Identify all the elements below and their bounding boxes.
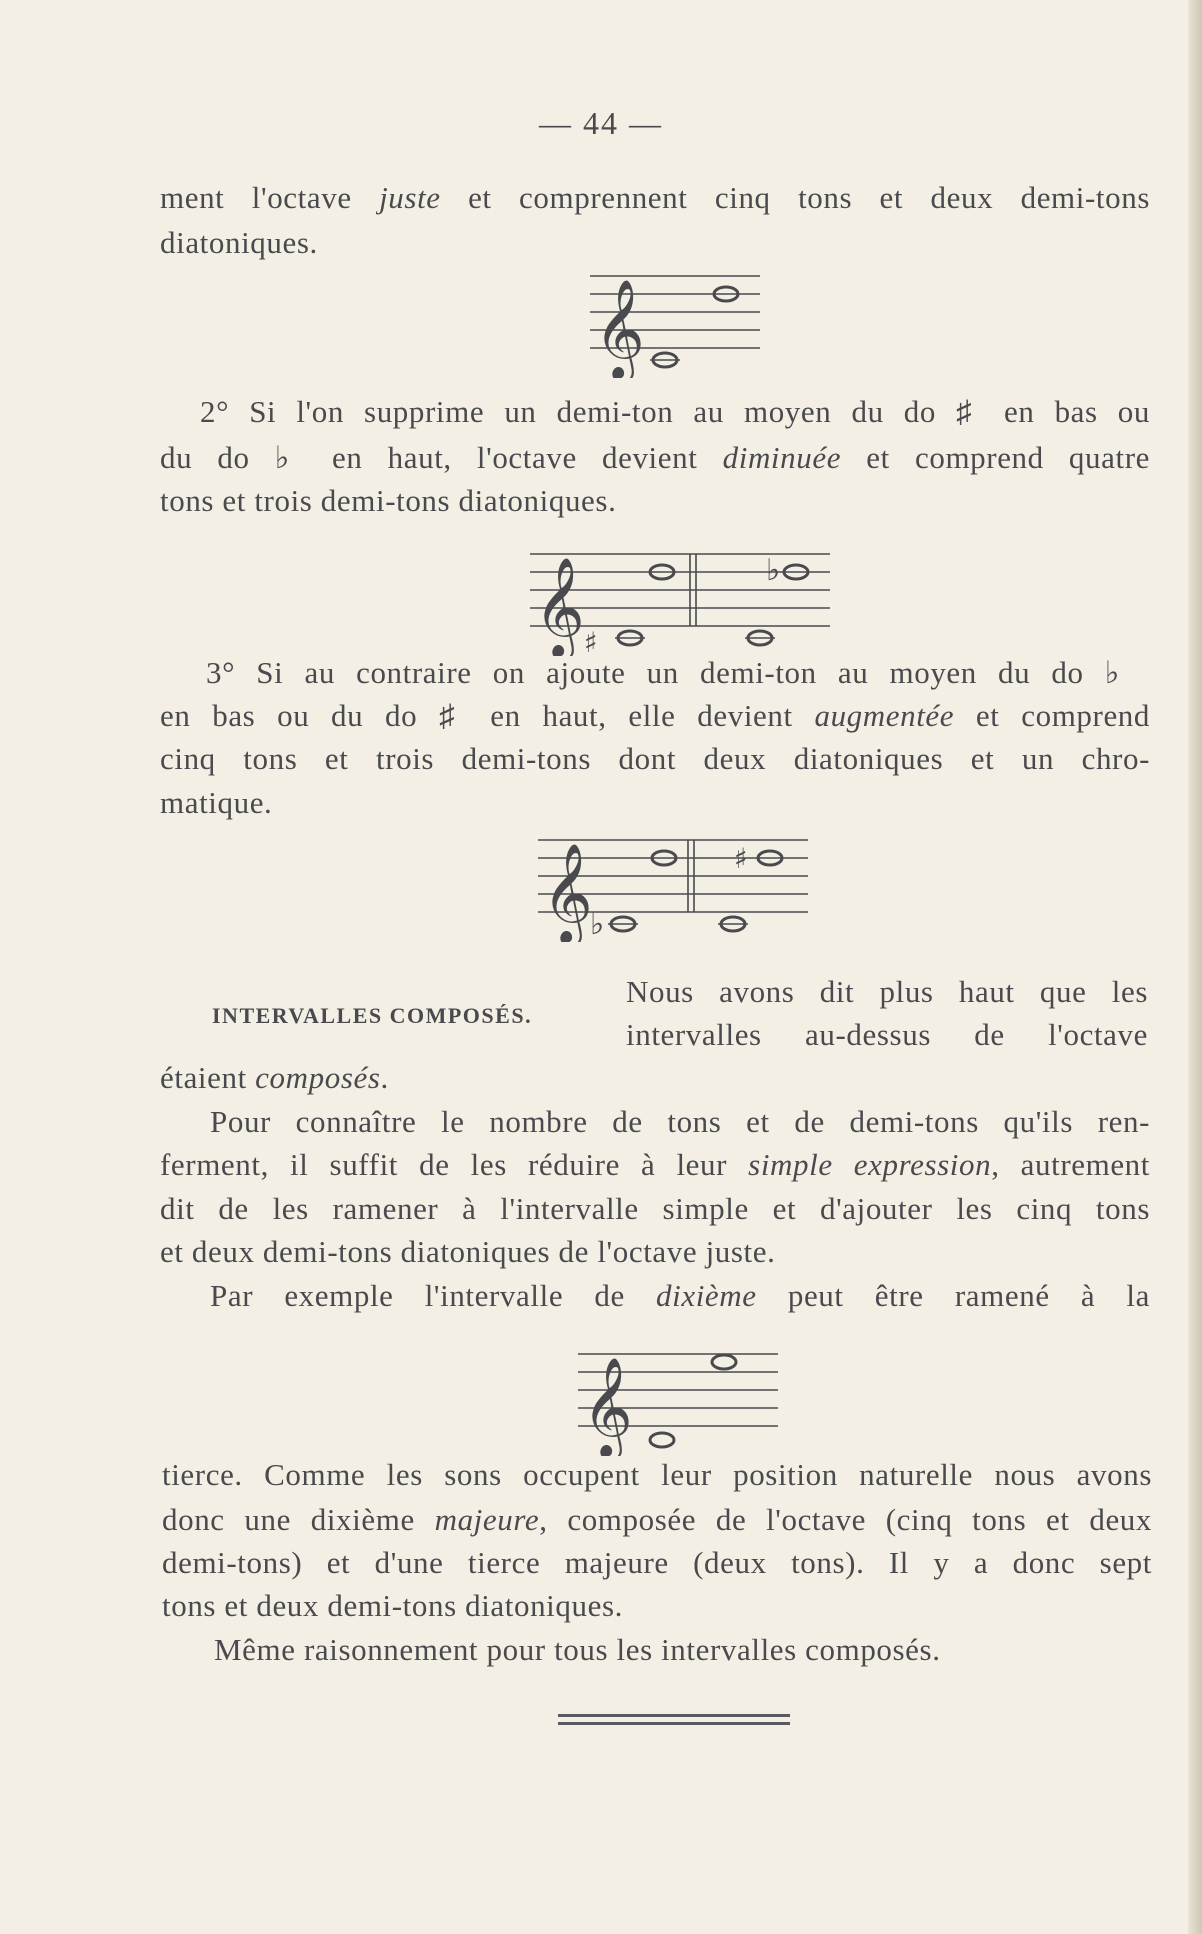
flat-icon: ♭: [766, 553, 781, 588]
text-line: donc une dixième majeure, composée de l'octave (cinq tons et deux: [162, 1502, 1153, 1537]
text-line: tons et deux demi-tons diatoniques.: [162, 1588, 623, 1623]
text-line: Nous avons dit plus haut que les: [626, 974, 1148, 1009]
closing-rule: [558, 1714, 790, 1717]
text-line: tierce. Comme les sons occupent leur position naturelle nous avons: [162, 1457, 1152, 1492]
text-line: Pour connaître le nombre de tons et de demi-tons qu'ils ren-: [210, 1104, 1150, 1139]
text-line: tons et trois demi-tons diatoniques.: [160, 483, 617, 518]
text-line: demi-tons) et d'une tierce majeure (deux tons). Il y a donc sept: [162, 1545, 1152, 1580]
text-line: intervalles au-dessus de l'octave: [626, 1017, 1148, 1052]
text-line: Par exemple l'intervalle de dixième peut être ramené à la: [210, 1278, 1151, 1313]
treble-clef-icon: 𝄞: [594, 279, 645, 378]
text-line: 2° Si l'on supprime un demi-ton au moyen du do ♯ en bas ou: [200, 394, 1150, 429]
music-example-octave-diminuee: [530, 540, 840, 656]
treble-clef-icon: 𝄞: [534, 557, 585, 656]
text-line: dit de les ramener à l'intervalle simple et d'ajouter les cinq tons: [160, 1191, 1150, 1226]
text-line: diatoniques.: [160, 225, 318, 260]
sharp-icon: ♯: [734, 842, 748, 875]
text-line: 3° Si au contraire on ajoute un demi-ton au moyen du do ♭: [206, 655, 1120, 690]
music-example-octave-augmentee: [538, 826, 818, 942]
text-line: cinq tons et trois demi-tons dont deux diatoniques et un chro-: [160, 741, 1150, 776]
text-line: matique.: [160, 785, 273, 820]
music-example-octave-juste: [590, 262, 770, 378]
text-line: et deux demi-tons diatoniques de l'octave juste.: [160, 1234, 776, 1269]
treble-clef-icon: 𝄞: [542, 843, 593, 942]
text-line: en bas ou du do ♯ en haut, elle devient augmentée et comprend: [160, 698, 1151, 733]
whole-note: [712, 1355, 736, 1369]
text-line: Même raisonnement pour tous les intervalles composés.: [214, 1632, 941, 1667]
side-heading: INTERVALLES COMPOSÉS.: [212, 1003, 533, 1028]
page-number: — 44 —: [539, 105, 663, 141]
closing-rule: [558, 1722, 790, 1725]
flat-icon: ♭: [590, 907, 605, 942]
music-example-dixieme: [578, 1340, 788, 1456]
whole-note: [650, 1433, 674, 1447]
treble-clef-icon: 𝄞: [582, 1357, 633, 1456]
sharp-icon: ♯: [584, 626, 598, 656]
text-line: ment l'octave juste et comprennent cinq tons et deux demi-tons: [160, 180, 1150, 215]
text-line: étaient composés.: [160, 1060, 389, 1095]
text-line: ferment, il suffit de les réduire à leur simple expression, autrement: [160, 1147, 1150, 1182]
text-line: du do ♭ en haut, l'octave devient diminuée et comprend quatre: [160, 440, 1150, 475]
